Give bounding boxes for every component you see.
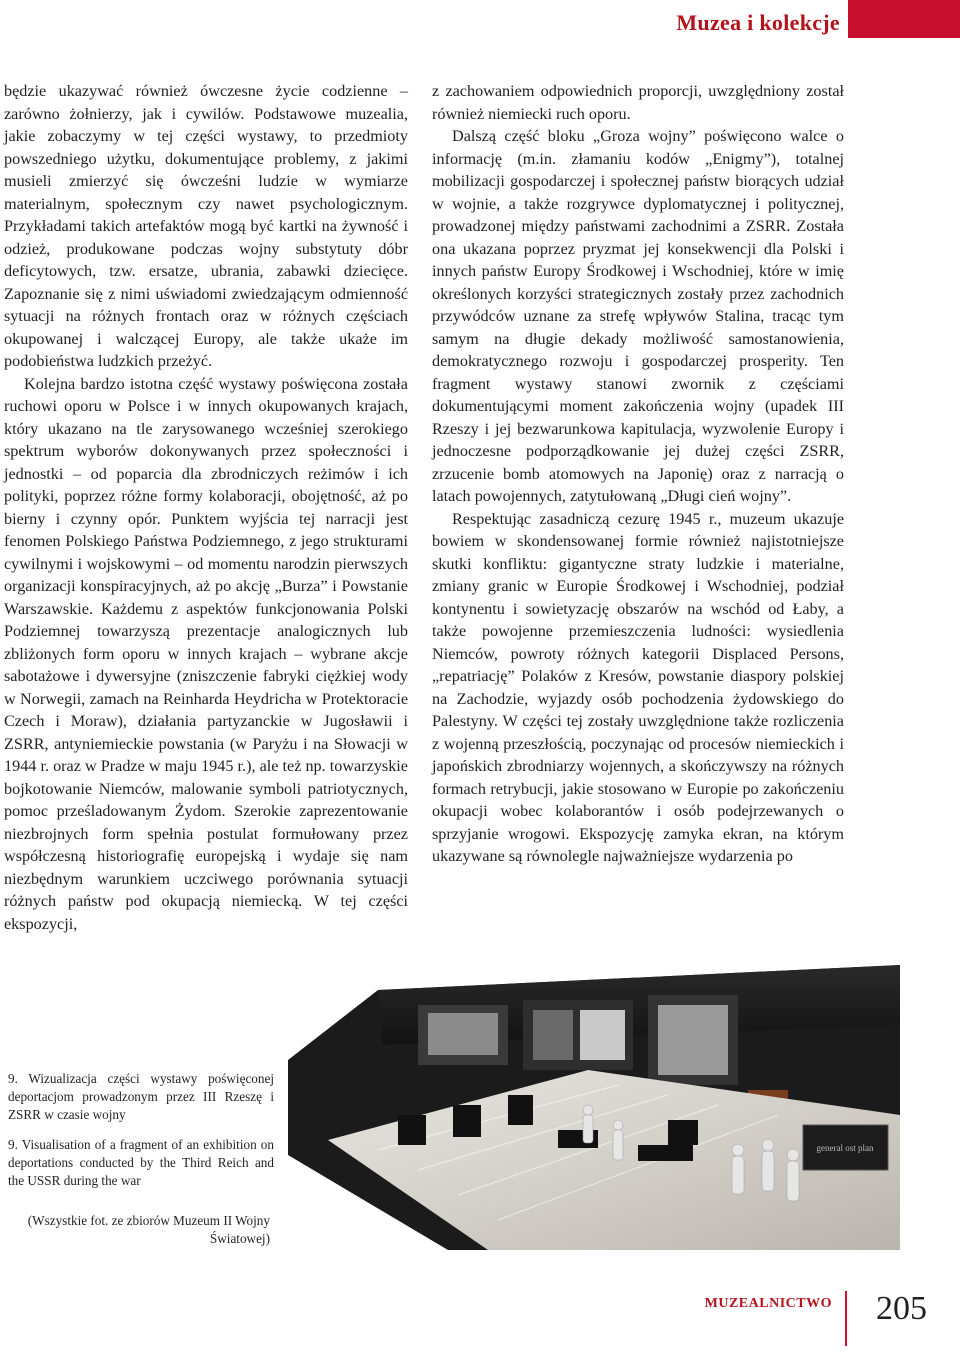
- section-title: Muzea i kolekcje: [676, 10, 840, 35]
- photo-credit: (Wszystkie fot. ze zbiorów Muzeum II Wojny Światowej): [27, 1213, 270, 1246]
- figure-caption-polish: 9. Wizualizacja części wystawy poświęconej deportacjom prowadzonym przez III Rzeszę i ZSRR w czasie wojny: [8, 1071, 274, 1122]
- right-paragraph-3: Respektując zasadniczą cezurę 1945 r., muzeum ukazuje bowiem w skondensowanej formie również najistotniejsze skutki konfliktu: gigantyczne straty ludzkie i materialne, zmiany granic w Europie Środkowej i Wschodniej, podział kontynentu i sowietyzację obszarów na wschód od Łaby, a także powojenne przemieszczenia ludności: wysiedlenia Niemców, powroty różnych kategorii Displaced Persons, „repatriację” Polaków z Kresów, powstanie diaspory polskiej na Zachodzie, wyjazdy osób pochodzenia żydowskiego do Palestyny. W części tej zostały uwzględnione także rozliczenia z wojenną przeszłością, poczynając od procesów niemieckich i japońskich zbrodniarzy wojennych, a skończywszy na różnych formach retrybucji, jakie stosowano w Europie po zakończeniu okupacji wobec kolaborantów i osób podejrzewanych o sprzyjanie wrogowi. Ekspozycję zamyka ekran, na którym ukazywane są równolegle najważniejsze wydarzenia po: [432, 509, 844, 865]
- right-text-column: [432, 80, 844, 868]
- left-paragraph-1: będzie ukazywać również ówczesne życie codzienne – zarówno żołnierzy, jak i cywilów. Podstawowe muzealia, jakie zobaczymy w tej części wystawy, to przedmioty powszedniego użytku, dokumentujące problemy, z jakimi musieli zmierzyć się ówcześni ludzie w wymiarze materialnym, społecznym czy nawet psychologicznym. Przykładami takich artefaktów mogą być kartki na żywność i odzież, produkowane podczas wojny substytuty dóbr deficytowych, tzw. ersatze, ubrania, zabawki dziecięce. Zapoznanie się z nimi uświadomi zwiedzającym odmienność sytuacji na różnych frontach oraz w różnych częściach okupowanej i walczącej Europy, ale także ukaże im podobieństwa ludzkich przeżyć.: [4, 82, 408, 370]
- left-text-column: [4, 80, 408, 935]
- figure-sign-text: general ost plan: [816, 1143, 874, 1153]
- right-paragraph-2: Dalszą część bloku „Groza wojny” poświęcono walce o informację (m.in. złamaniu kodów „Enigmy”), totalnej mobilizacji gospodarczej i społecznej państw biorących udział w wojnie, a także rozgrywce dyplomatycznej i politycznej, prowadzonej między państwami zachodnimi a ZSRR. Została ona ukazana poprzez pryzmat jej konsekwencji dla Polski i innych państw Europy Środkowej i Wschodniej, które w imię określonych korzyści strategicznych zostały przez zachodnich przywódców uznane za strefę wpływów Stalina, tracąc tym samym na długie dekady możliwość samostanowienia, demokratycznego rozwoju i gospodarczej prosperity. Ten fragment wystawy stanowi zwornik z częściami dokumentującymi moment zakończenia wojny (upadek III Rzeszy i jej bezwarunkowa kapitulacja, wyzwolenie Europy i jednoczesne podporządkowanie jej dużej części ZSRR, zrzucenie bomb atomowych na Japonię) oraz z narracją o latach powojennych, zatytułowaną „Długi cień wojny”.: [432, 127, 844, 505]
- exhibition-render: [288, 965, 900, 1250]
- exhibition-visualisation-image: [288, 965, 900, 1250]
- footer-divider: [845, 1291, 847, 1346]
- section-color-bar: [848, 0, 960, 38]
- page-number: 205: [876, 1290, 927, 1327]
- left-paragraph-2: Kolejna bardzo istotna część wystawy poświęcona została ruchowi oporu w Polsce i w innych okupowanych krajach, który ukazano na tle zarysowanego wcześniej szerokiego spektrum wyborów dokonywanych przez społeczności i jednostki – od poparcia dla zbrodniczych reżimów i ich polityki, poprzez różne formy kolaboracji, obojętność, aż po bierny i czynny opór. Punktem wyjścia tej narracji jest fenomen Polskiego Państwa Podziemnego, z jego strukturami cywilnymi i wojskowymi – od momentu narodzin pierwszych organizacji konspiracyjnych, aż po akcję „Burza” i Powstanie Warszawskie. Każdemu z aspektów funkcjonowania Polski Podziemnej towarzyszą prezentacje analogicznych lub zbliżonych form oporu w innych krajach – wybrane akcje sabotażowe i dywersyjne (zniszczenie fabryki ciężkiej wody w Norwegii, zamach na Reinharda Heydricha w Protektoracie Czech i Moraw), działania partyzanckie w Jugosławii i ZSRR, antyniemieckie powstania (w Paryżu i na Słowacji w 1944 r. oraz w Pradze w maju 1945 r.), ale też np. towarzyskie bojkotowanie Niemców, malowanie symboli patriotycznych, pomoc prześladowanym Żydom. Szerokie zaprezentowanie niezbrojnych form spełnia postulat formułowany przez współczesną historiografię europejską i wydaje się nam niezbędnym warunkiem uczciwego porównania sytuacji różnych państw pod okupacją niemiecką. W tej części ekspozycji,: [4, 374, 408, 933]
- journal-name: MUZEALNICTWO: [704, 1296, 832, 1311]
- figure-caption-english: 9. Visualisation of a fragment of an exhibition on deportations conducted by the Third Reich and the USSR during the war: [8, 1137, 274, 1188]
- right-paragraph-1: z zachowaniem odpowiednich proporcji, uwzględniony został również niemiecki ruch oporu.: [432, 82, 844, 123]
